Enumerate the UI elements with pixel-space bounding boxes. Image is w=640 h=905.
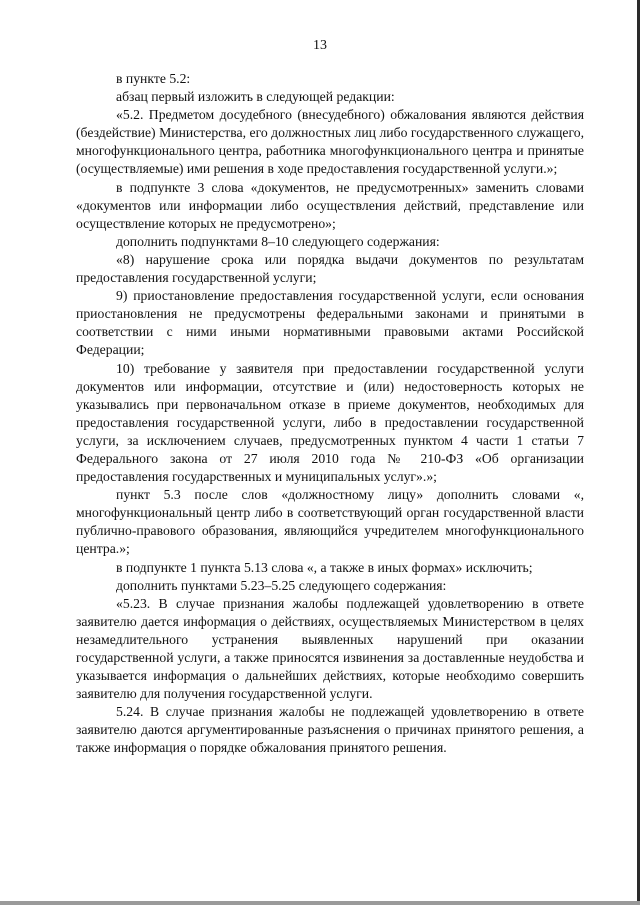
paragraph: абзац первый изложить в следующей редакции:: [116, 89, 395, 105]
paragraph: «8) нарушение срока или порядка выдачи документов по результатам предоставления государственной услуги;: [76, 251, 584, 286]
paragraph: в подпункте 3 слова «документов, не предусмотренных» заменить словами «документов или информации либо осуществления действий, представление или осуществление которых не предусмотрено»;: [76, 179, 584, 231]
page-number: 13: [313, 38, 327, 53]
paragraph: в пункте 5.2:: [116, 71, 191, 86]
paragraph: 9) приостановление предоставления государственной услуги, если основания приостановления не предусмотрены федеральными законами и принятыми в соответствии с ними иными нормативными правовыми актами Российской Федерации;: [76, 288, 584, 358]
paragraph: дополнить подпунктами 8–10 следующего содержания:: [116, 233, 440, 249]
paragraph: «5.2. Предметом досудебного (внесудебного) обжалования являются действия (бездействие) Министерства, его должностных лиц либо государственного служащего, многофункционального центра, работника многофункционального центра и принятые (осуществляемые) ими решения в ходе предоставления государственной услуги.»;: [76, 107, 584, 177]
paragraph: пункт 5.3 после слов «должностному лицу» дополнить словами «, многофункциональный центр либо в соответствующий орган государственной власти публично-правового образования, являющийся учредителем многофункционального центра.»;: [76, 487, 584, 557]
paragraph: «5.23. В случае признания жалобы подлежащей удовлетворению в ответе заявителю дается информация о действиях, осуществляемых Министерством в целях незамедлительного устранения выявленных нарушений при оказании государственной услуги, а также приносятся извинения за доставленные неудобства и указывается информация о дальнейших действиях, которые необходимо совершить заявителю для получения государственной услуги.: [76, 595, 584, 702]
paragraph: 10) требование у заявителя при предоставлении государственной услуги документов или информации, отсутствие и (или) недостоверность которых не указывались при первоначальном отказе в приеме документов, необходимых для предоставления государственной услуги, либо в предоставлении государственной услуги, за исключением случаев, предусмотренных пунктом 4 части 1 статьи 7 Федерального закона от 27 июля 2010 года № 210-ФЗ «Об организации предоставления государственных и муниципальных услуг».»;: [76, 360, 584, 485]
document-body: [76, 70, 584, 758]
scan-bottom-edge: [0, 901, 640, 905]
paragraph: в подпункте 1 пункта 5.13 слова «, а также в иных формах» исключить;: [116, 559, 533, 575]
paragraph: 5.24. В случае признания жалобы не подлежащей удовлетворению в ответе заявителю даются аргументированные разъяснения о причинах принятого решения, а также информация о порядке обжалования принятого решения.: [76, 704, 584, 756]
paragraph: дополнить пунктами 5.23–5.25 следующего содержания:: [116, 577, 447, 593]
